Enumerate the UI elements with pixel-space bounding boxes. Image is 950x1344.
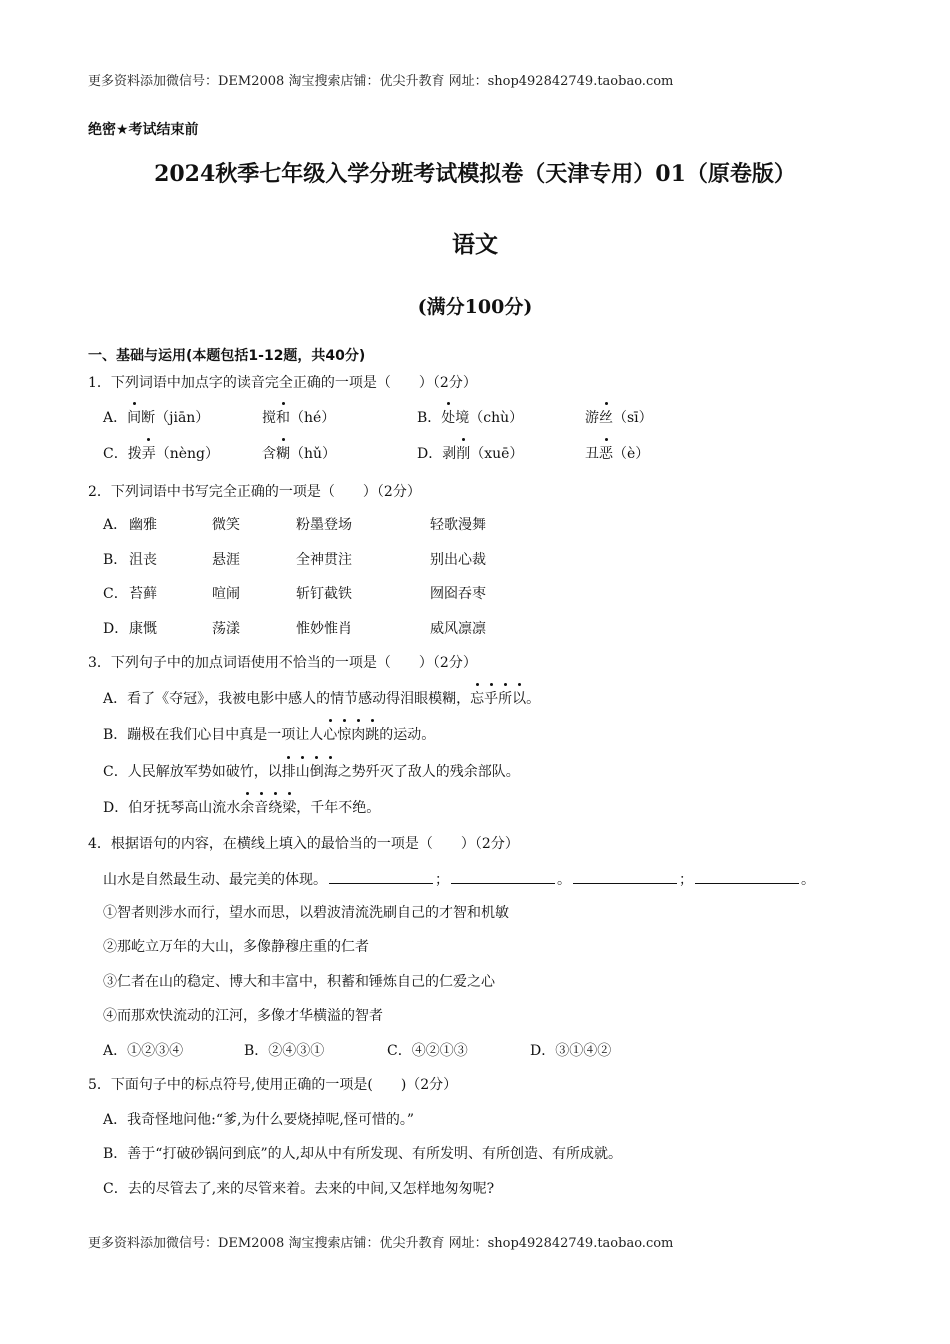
question-5-stem: 5．下面句子中的标点符号,使用正确的一项是( )（2分）	[88, 1077, 458, 1093]
pinyin: （jiān）	[155, 410, 210, 426]
section-heading: 一、基础与运用(本题包括1-12题，共40分)	[88, 348, 366, 364]
dotted-char: 恶	[599, 443, 613, 463]
dotted-char: 糊	[276, 443, 290, 463]
dotted-char: 梁	[282, 797, 296, 817]
q2-word: 轻歌漫舞	[430, 517, 486, 533]
q2-word: 苔藓	[129, 586, 157, 602]
q3-option-c	[103, 761, 520, 781]
full-score: (满分100分)	[417, 296, 533, 318]
dotted-char: 海	[324, 761, 338, 781]
question-3-stem: 3．下列句子中的加点词语使用不恰当的一项是（ ）（2分）	[88, 655, 477, 671]
plain-char: 拨	[127, 446, 142, 462]
dotted-char: 倒	[310, 761, 324, 781]
q2-word: 威风凛凛	[430, 621, 486, 637]
option-label: A．	[103, 410, 128, 426]
dotted-char: 和	[276, 407, 290, 427]
q1-option-a	[103, 407, 209, 427]
q2-word: 悬涯	[212, 552, 240, 568]
q4-option-d: D．③①④②	[530, 1043, 612, 1059]
plain-char: 丑	[585, 446, 599, 462]
separator: ；	[679, 872, 693, 888]
page-header: 更多资料添加微信号：DEM2008 淘宝搜索店铺：优尖升教育 网址：shop492842749.taobao.com	[88, 74, 674, 89]
q2-word: 别出心裁	[430, 552, 486, 568]
pinyin: （chù）	[469, 410, 524, 426]
sentence-text: 山水是自然最生动、最完美的体现。	[103, 872, 327, 888]
plain-char: 断	[141, 410, 156, 426]
plain-char: 游	[585, 410, 599, 426]
option-label: C．	[103, 446, 128, 462]
dotted-char: 山	[296, 761, 310, 781]
q4-option-b: B．②④③①	[244, 1043, 325, 1059]
dotted-char: 处	[441, 407, 455, 427]
q2-word: 微笑	[212, 517, 240, 533]
separator: 。	[801, 872, 815, 888]
option-label: B．	[417, 410, 442, 426]
dotted-char: 丝	[599, 407, 613, 427]
pinyin: （sī）	[613, 410, 653, 426]
q2-word: 幽雅	[129, 517, 157, 533]
dotted-char: 绕	[268, 797, 282, 817]
q3-option-a	[103, 688, 540, 708]
q4-option-c: C．④②①③	[387, 1043, 468, 1059]
pinyin: （nèng）	[155, 446, 219, 462]
q2-option-c-label: C．	[103, 586, 128, 602]
q3-option-b	[103, 724, 435, 744]
separator: 。	[557, 872, 571, 888]
pinyin: （hǔ）	[290, 446, 337, 462]
answer-blank[interactable]	[695, 871, 799, 884]
dotted-char: 惊	[337, 724, 351, 744]
plain-char: 境	[455, 410, 470, 426]
dotted-char: 削	[456, 443, 470, 463]
answer-blank[interactable]	[451, 871, 555, 884]
dotted-char: 余	[240, 797, 254, 817]
plain-char: 含	[262, 446, 276, 462]
q5-option-c: C．去的尽管去了,来的尽管来着。去来的中间,又怎样地匆匆呢?	[103, 1181, 495, 1197]
q1-option-c	[103, 443, 219, 463]
dotted-char: 忘	[470, 688, 484, 708]
q4-sentence-4: ④而那欢快流动的江河，多像才华横溢的智者	[103, 1008, 383, 1024]
q2-word: 粉墨登场	[296, 517, 352, 533]
page-footer: 更多资料添加微信号：DEM2008 淘宝搜索店铺：优尖升教育 网址：shop492842749.taobao.com	[88, 1236, 674, 1251]
sentence-text: 。	[526, 691, 541, 707]
separator: ；	[435, 872, 449, 888]
q2-word: 沮丧	[129, 552, 157, 568]
q1-option-d-word2	[585, 443, 649, 463]
q5-option-a: A．我奇怪地问他:“爹,为什么要烧掉呢,怪可惜的。”	[103, 1112, 415, 1128]
q4-option-a: A．①②③④	[103, 1043, 184, 1059]
question-2-stem: 2．下列词语中书写完全正确的一项是（ ）（2分）	[88, 484, 421, 500]
q2-word: 康慨	[129, 621, 157, 637]
pinyin: （è）	[613, 446, 650, 462]
subject-title: 语文	[452, 231, 498, 258]
exam-title: 2024秋季七年级入学分班考试模拟卷（天津专用）01（原卷版）	[154, 161, 796, 187]
dotted-char: 所	[498, 688, 512, 708]
question-4-stem: 4．根据语句的内容，在横线上填入的最恰当的一项是（ ）（2分）	[88, 836, 519, 852]
q1-option-b	[417, 407, 523, 427]
question-1-stem: 1．下列词语中加点字的读音完全正确的一项是（ ）（2分）	[88, 375, 477, 391]
plain-char: 剥	[442, 446, 457, 462]
q1-option-b-word2	[585, 407, 653, 427]
sentence-text: D．伯牙抚琴高山流水	[103, 800, 241, 816]
sentence-text: 之势歼灭了敌人的残余部队。	[337, 764, 520, 780]
dotted-char: 排	[282, 761, 296, 781]
q2-word: 喧闹	[212, 586, 240, 602]
q2-option-d-label: D．	[103, 621, 129, 637]
q2-word: 囫囵吞枣	[430, 586, 486, 602]
dotted-char: 音	[254, 797, 268, 817]
q2-word: 斩钉截铁	[296, 586, 352, 602]
q2-option-b-label: B．	[103, 552, 128, 568]
sentence-text: A．看了《夺冠》，我被电影中感人的情节感动得泪眼模糊，	[103, 691, 471, 707]
q5-option-b: B．善于“打破砂锅问到底”的人,却从中有所发现、有所发明、有所创造、有所成就。	[103, 1146, 623, 1162]
plain-char: 搅	[262, 410, 276, 426]
q4-fill-sentence	[103, 869, 815, 889]
q2-word: 惟妙惟肖	[296, 621, 352, 637]
confidential-label: 绝密★考试结束前	[88, 122, 199, 138]
q3-option-d	[103, 797, 380, 817]
q2-word: 全神贯注	[296, 552, 352, 568]
option-label: D．	[417, 446, 443, 462]
dotted-char: 弄	[142, 443, 156, 463]
dotted-char: 心	[323, 724, 337, 744]
q1-option-c-word2	[262, 443, 336, 463]
dotted-char: 乎	[484, 688, 498, 708]
q4-sentence-3: ③仁者在山的稳定、博大和丰富中，积蓄和锤炼自己的仁爱之心	[103, 974, 495, 990]
dotted-char: 肉	[351, 724, 365, 744]
q4-sentence-1: ①智者则涉水而行，望水而思，以碧波清流洗刷自己的才智和机敏	[103, 905, 509, 921]
dotted-char: 以	[512, 688, 526, 708]
sentence-text: B．蹦极在我们心目中真是一项让人	[103, 727, 324, 743]
pinyin: （hé）	[290, 410, 336, 426]
q1-option-d	[417, 443, 523, 463]
q1-option-a-word2	[262, 407, 335, 427]
pinyin: （xuē）	[470, 446, 524, 462]
q2-option-a-label: A．	[103, 517, 128, 533]
q4-sentence-2: ②那屹立万年的大山，多像静穆庄重的仁者	[103, 939, 369, 955]
sentence-text: 的运动。	[379, 727, 436, 743]
dotted-char: 间	[127, 407, 141, 427]
dotted-char: 跳	[365, 724, 379, 744]
sentence-text: ，千年不绝。	[296, 800, 381, 816]
q2-word: 荡漾	[212, 621, 240, 637]
answer-blank[interactable]	[573, 871, 677, 884]
answer-blank[interactable]	[329, 871, 433, 884]
sentence-text: C．人民解放军势如破竹，以	[103, 764, 282, 780]
